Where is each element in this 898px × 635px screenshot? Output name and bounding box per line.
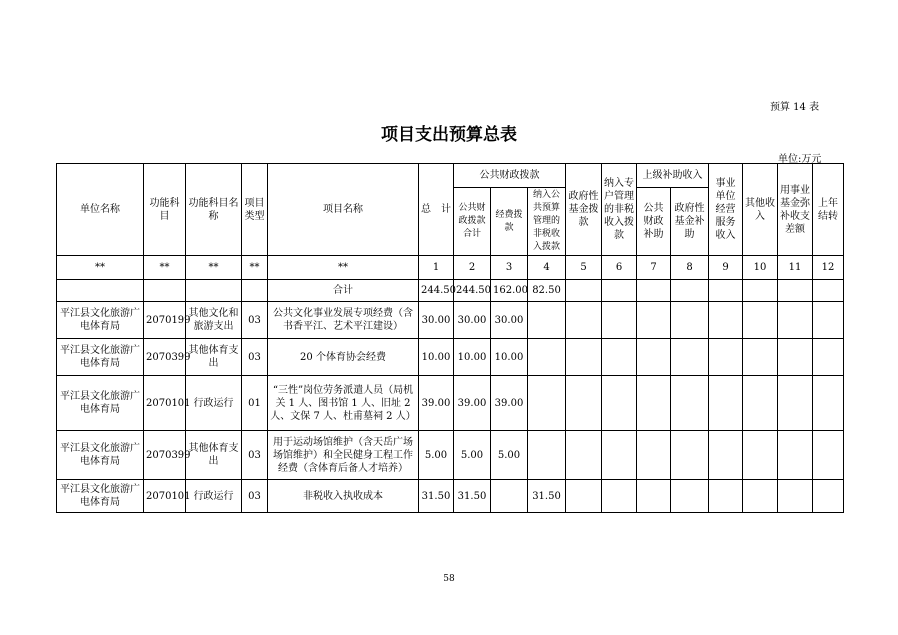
index-cell: 5 [566,256,602,280]
header-special-nontax: 纳入专户管理的非税收入拨款 [602,164,637,256]
row-pf-total: 39.00 [454,376,491,431]
row-proj-name: 公共文化事业发展专项经费（含书香平江、艺术平江建设） [268,302,419,339]
row-proj-name: 20 个体育协会经费 [268,339,419,376]
header-unit-name: 单位名称 [57,164,144,256]
index-cell: 9 [709,256,743,280]
header-proj-type: 项目类型 [242,164,268,256]
header-biz-income: 事业单位经营服务收入 [709,164,743,256]
header-gf-subsidy: 政府性基金补助 [671,188,709,256]
row-unit: 平江县文化旅游广电体育局 [57,431,144,480]
row-pf-total: 31.50 [454,480,491,513]
header-row-1 [57,164,844,188]
row-func-name: 行政运行 [186,480,242,513]
page-number: 58 [443,574,455,584]
table-row [57,431,844,480]
index-cell: ** [186,256,242,280]
header-pf-subsidy: 公共财政补助 [637,188,671,256]
table-row [57,376,844,431]
index-cell: 11 [778,256,813,280]
header-carryover: 上年结转 [813,164,844,256]
row-unit: 平江县文化旅游广电体育局 [57,480,144,513]
row-pf-total: 5.00 [454,431,491,480]
row-func-code: 2070101 [144,376,186,431]
header-func-name: 功能科目名称 [186,164,242,256]
index-cell: ** [144,256,186,280]
row-pf-funding: 30.00 [491,302,528,339]
header-other-income: 其他收入 [743,164,778,256]
index-cell: 10 [743,256,778,280]
total-cell: 244.50 [419,280,454,302]
row-pf-nontax [528,431,566,480]
index-cell: 8 [671,256,709,280]
row-proj-type: 03 [242,339,268,376]
page-title: 项目支出预算总表 [381,125,517,145]
row-pf-nontax: 31.50 [528,480,566,513]
table-number: 预算 14 表 [770,102,820,113]
index-cell: 7 [637,256,671,280]
row-pf-funding [491,480,528,513]
header-superior-subsidy: 上级补助收入 [637,164,709,188]
header-index-row [57,256,844,280]
row-unit: 平江县文化旅游广电体育局 [57,302,144,339]
header-total: 总 计 [419,164,454,256]
row-proj-type: 01 [242,376,268,431]
row-func-code: 2070199 [144,302,186,339]
row-proj-type: 03 [242,480,268,513]
row-func-code: 2070101 [144,480,186,513]
row-pf-funding: 5.00 [491,431,528,480]
index-cell: 3 [491,256,528,280]
row-proj-name: “三性”岗位劳务派遣人员（局机关 1 人、图书馆 1 人、旧址 2 人、文保 7 人、杜甫墓祠 2 人） [268,376,419,431]
index-cell: ** [268,256,419,280]
row-total: 39.00 [419,376,454,431]
table-row [57,480,844,513]
total-pf-funding: 162.00 [491,280,528,302]
row-func-name: 其他体育支出 [186,431,242,480]
row-pf-nontax [528,339,566,376]
header-pf-nontax: 纳入公共预算管理的非税收入拨款 [528,188,566,256]
row-pf-total: 30.00 [454,302,491,339]
row-pf-nontax [528,302,566,339]
row-func-code: 2070399 [144,339,186,376]
row-pf-funding: 10.00 [491,339,528,376]
header-public-finance: 公共财政拨款 [454,164,566,188]
header-pf-total: 公共财政拨款合计 [454,188,491,256]
total-pf-nontax: 82.50 [528,280,566,302]
index-cell: 4 [528,256,566,280]
row-total: 5.00 [419,431,454,480]
total-row [57,280,844,302]
header-fund-offset: 用事业基金弥补收支差额 [778,164,813,256]
row-total: 31.50 [419,480,454,513]
total-label: 合计 [268,280,419,302]
index-cell: 6 [602,256,637,280]
row-pf-total: 10.00 [454,339,491,376]
row-proj-type: 03 [242,302,268,339]
row-func-name: 行政运行 [186,376,242,431]
row-pf-funding: 39.00 [491,376,528,431]
row-proj-name: 用于运动场馆维护（含天岳广场场馆维护）和全民健身工程工作经费（含体育后备人才培养） [268,431,419,480]
index-cell: 1 [419,256,454,280]
index-cell: 2 [454,256,491,280]
row-unit: 平江县文化旅游广电体育局 [57,339,144,376]
row-proj-type: 03 [242,431,268,480]
table-row [57,339,844,376]
index-cell: ** [57,256,144,280]
index-cell: 12 [813,256,844,280]
row-proj-name: 非税收入执收成本 [268,480,419,513]
header-func-code: 功能科目 [144,164,186,256]
budget-table [56,163,844,513]
index-cell: ** [242,256,268,280]
row-total: 30.00 [419,302,454,339]
row-total: 10.00 [419,339,454,376]
row-func-code: 2070399 [144,431,186,480]
header-pf-funding: 经费拨款 [491,188,528,256]
table-row [57,302,844,339]
header-proj-name: 项目名称 [268,164,419,256]
row-pf-nontax [528,376,566,431]
row-func-name: 其他文化和旅游支出 [186,302,242,339]
header-gov-fund: 政府性基金拨款 [566,164,602,256]
row-func-name: 其他体育支出 [186,339,242,376]
total-pf-total: 244.50 [454,280,491,302]
row-unit: 平江县文化旅游广电体育局 [57,376,144,431]
unit-label: 单位:万元 [778,154,822,165]
